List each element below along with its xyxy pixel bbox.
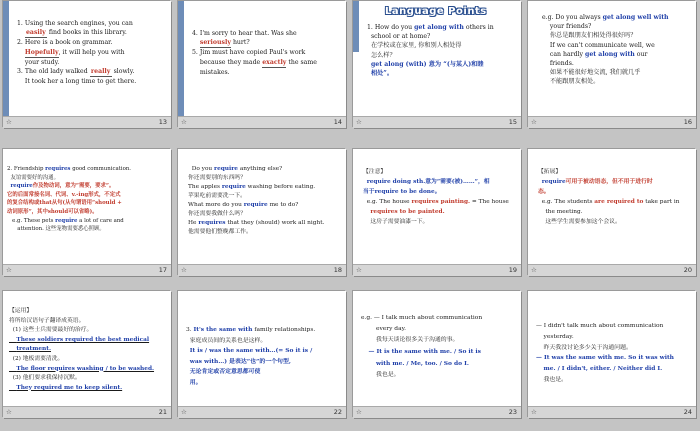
slide-number: 14: [333, 118, 342, 126]
star-icon[interactable]: ☆: [356, 118, 362, 126]
slide-footer: [178, 264, 346, 276]
slide-footer: [353, 406, 521, 418]
slide-17-text: 2. Friendship requires good communication. 友谊需要好的沟通。 require作及物动词，意为“需要，要求”。 它的后面常接名词、代词、v.-ing形式，不定式 的复合结构或that从句(从句谓语用“should + 动词原形”，其中should可以省略)。 e.g. These pets require a lot of care and attention. 这些宠物需要悉心照顾。: [7, 166, 132, 233]
star-icon[interactable]: ☆: [6, 118, 12, 126]
slide-number: 19: [508, 266, 517, 274]
star-icon[interactable]: ☆: [531, 266, 537, 274]
slide-accent: [178, 1, 184, 128]
slide-number: 16: [683, 118, 692, 126]
slide-footer: [353, 116, 521, 128]
slide-thumbnail-15[interactable]: [352, 0, 520, 127]
slide-footer: [178, 406, 346, 418]
slide-thumbnail-14[interactable]: [177, 0, 345, 127]
star-icon[interactable]: ☆: [6, 266, 12, 274]
slide-number: 18: [333, 266, 342, 274]
slide-number: 13: [158, 118, 167, 126]
slide-24-text: — I didn't talk much about communication yesterday. 昨天我没讨论多少关于沟通问题。 — It was the same with me. So it was with me. / I didn't, either. / Neither did I. 我也是。: [536, 323, 674, 383]
star-icon[interactable]: ☆: [356, 408, 362, 416]
slide-23-text: e.g. — I talk much about communication every day. 我每天谈论很多关于沟通的事。 — It is the same with me. / So it is with me. / Me, too. / So do I. 我也是。: [361, 315, 483, 378]
slide-accent: [3, 1, 9, 128]
slide-footer: [178, 116, 346, 128]
slide-footer: [3, 406, 171, 418]
slide-16-text: e.g. Do you always get along well with your friends? 你总是跟朋友们相处得很好吗？ If we can't communicate well, we can hardly get along with our friends. 如果不能很好地交流, 我们就几乎 不能跟朋友相处。: [542, 14, 669, 86]
slide-14-text: 4. I'm sorry to hear that. Was she seriously hurt? 5. Jim must have copied Paul's work because they made exactly the same mistakes.: [192, 30, 317, 76]
slide-thumbnail-23[interactable]: [352, 290, 520, 417]
slide-20-text: 【拓展】 require可用于被动语态，但不用于进行时 态。 e.g. The students are required to take part in the meeting. 这些学生需要参加这个会议。: [538, 169, 680, 225]
slide-footer: [528, 406, 696, 418]
slide-thumbnail-22[interactable]: [177, 290, 345, 417]
slide-footer: [3, 116, 171, 128]
slide-thumbnail-18[interactable]: [177, 148, 345, 275]
slide-18-text: Do you require anything else? 你还需要别的东西吗？ The apples require washing before eating. 苹果吃前需要洗一下。 What more do you require me to do? 你还需要我做什么吗？ He requires that they (should) work all night. 他需要他们整晚都工作。: [188, 166, 325, 235]
slide-accent: [353, 1, 359, 52]
slide-title: Language Points: [385, 6, 487, 17]
slide-footer: [528, 116, 696, 128]
slide-number: 15: [508, 118, 517, 126]
slide-footer: [3, 264, 171, 276]
slide-13-text: 1. Using the search engines, you can easily find books in this library. 2. Here is a book on grammar. Hopefully, it will help you with your study. 3. The old lady walked really slowly. It took her a long time to get there.: [17, 20, 137, 86]
slide-footer: [528, 264, 696, 276]
slide-thumbnail-17[interactable]: [2, 148, 170, 275]
slide-number: 24: [683, 408, 692, 416]
slide-number: 20: [683, 266, 692, 274]
star-icon[interactable]: ☆: [181, 118, 187, 126]
slide-thumbnail-19[interactable]: [352, 148, 520, 275]
slide-footer: [353, 264, 521, 276]
star-icon[interactable]: ☆: [181, 266, 187, 274]
star-icon[interactable]: ☆: [181, 408, 187, 416]
slide-thumbnail-13[interactable]: [2, 0, 170, 127]
slide-19-text: 【注意】 require doing sth.意为“需要(被)……”，相 当于require to be done。 e.g. The house requires painting. = The house requires to be painted. 这房子需要油漆一下。: [363, 169, 509, 225]
star-icon[interactable]: ☆: [356, 266, 362, 274]
slide-number: 22: [333, 408, 342, 416]
slide-number: 17: [158, 266, 167, 274]
star-icon[interactable]: ☆: [6, 408, 12, 416]
slide-number: 23: [508, 408, 517, 416]
slide-thumbnail-24[interactable]: [527, 290, 695, 417]
slide-22-text: 3. It's the same with family relationships. 家庭成员间的关系也是这样。 It is / was the same with…(= So it is / was with…) 是表达“也”的一个句型, 无论肯定或否定意思都可使 用。: [186, 326, 316, 386]
slide-thumbnail-16[interactable]: [527, 0, 695, 127]
star-icon[interactable]: ☆: [531, 408, 537, 416]
slide-number: 21: [158, 408, 167, 416]
slide-21-text: 【运用】 将所给汉语句子翻译成英语。 (1) 这些士兵需要最好的治疗。 These soldiers required the best medical treatment. (2) 地板需要清洗。 The floor requires washing / to be washed. (3) 他们要求我保持沉默。 They required me to keep silent.: [9, 308, 155, 391]
slide-15-text: 1. How do you get along with others in school or at home? 在学校或在家里, 你和别人相处得 怎么样？ get along (with) 意为 “(与某人)和睦 相处”。: [367, 24, 494, 78]
slide-thumbnail-21[interactable]: [2, 290, 170, 417]
slide-thumbnail-20[interactable]: [527, 148, 695, 275]
star-icon[interactable]: ☆: [531, 118, 537, 126]
